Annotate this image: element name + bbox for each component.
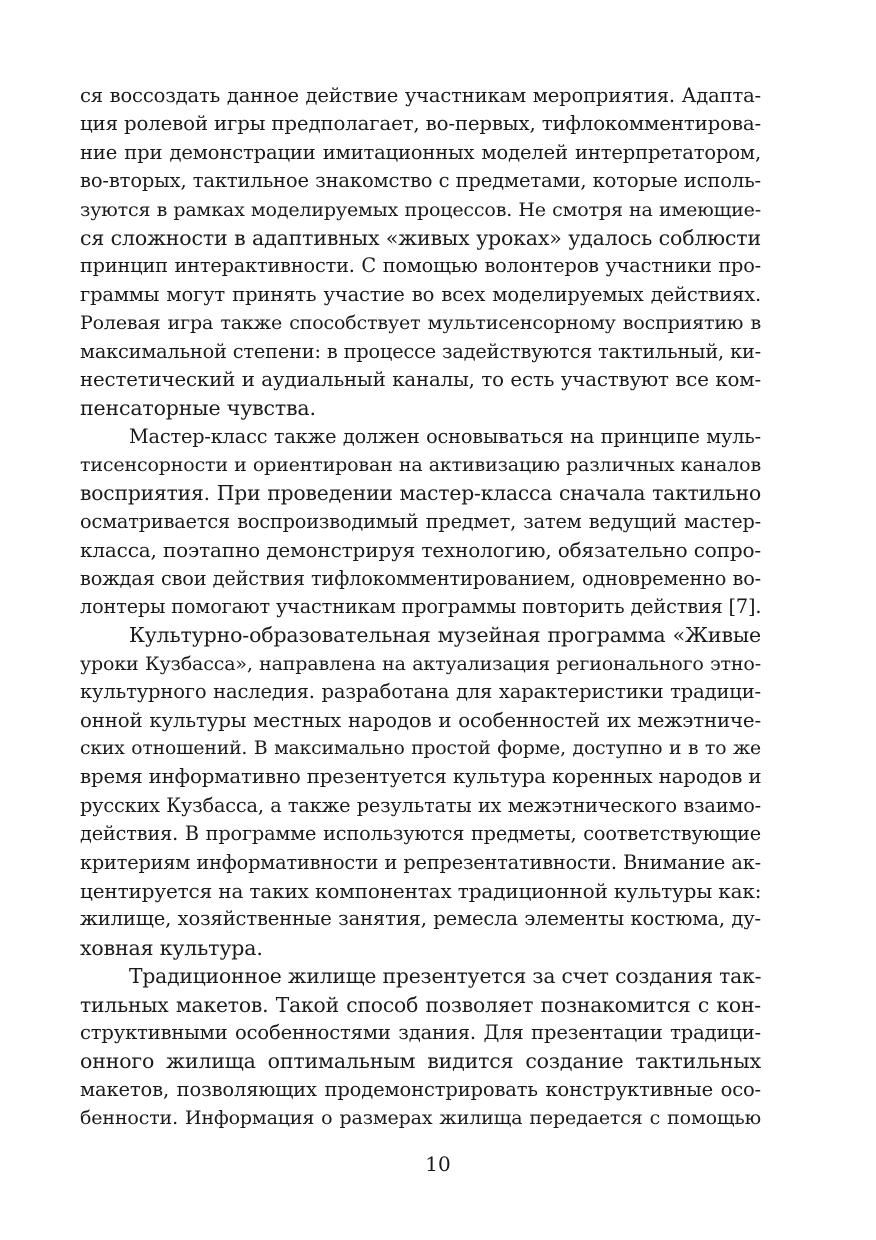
text-line: ция ролевой игры предполагает, во-первых, тифлокомментирова- bbox=[80, 112, 761, 136]
text-line: Культурно-образовательная музейная программа «Живые bbox=[129, 623, 761, 648]
paragraph-role-play bbox=[80, 82, 761, 423]
text-line: вождая свои действия тифлокомментированием, одновременно во- bbox=[80, 566, 761, 590]
text-line: онного жилища оптимальным видится создание тактильных bbox=[80, 1049, 761, 1074]
text-line: Мастер-класс также должен основываться на принципе муль- bbox=[129, 424, 761, 448]
text-line: ховная культура. bbox=[80, 935, 263, 960]
text-line: бенности. Информация о размерах жилища передается с помощью bbox=[80, 1107, 761, 1130]
text-line: тильных макетов. Такой способ позволяет познакомится с кон- bbox=[80, 992, 761, 1017]
text-line: жилище, хозяйственные занятия, ремесла элементы костюма, ду- bbox=[80, 907, 761, 931]
text-line: зуются в рамках моделируемых процессов. Не смотря на имеющие- bbox=[80, 198, 761, 221]
text-line: пенсаторные чувства. bbox=[80, 396, 316, 421]
text-line: класса, поэтапно демонстрируя технологию, обязательно сопро- bbox=[80, 538, 761, 563]
text-line: уроки Кузбасса», направлена на актуализация регионального этно- bbox=[80, 652, 761, 675]
text-line: восприятия. При проведении мастер-класса сначала тактильно bbox=[80, 481, 761, 506]
text-line: ся воссоздать данное действие участникам мероприятия. Адапта- bbox=[80, 84, 761, 107]
text-line: Традиционное жилище презентуется за счет создания так- bbox=[129, 964, 762, 989]
text-line: тисенсорности и ориентирован на активизацию различных каналов bbox=[80, 454, 761, 477]
text-line: нестетический и аудиальный каналы, то есть участвуют все ком- bbox=[80, 367, 761, 391]
text-line: лонтеры помогают участникам программы повторить действия [7]. bbox=[80, 595, 762, 619]
text-line: время информативно презентуется культура коренных народов и bbox=[80, 765, 762, 789]
text-line: онной культуры местных народов и особенностей их межэтниче- bbox=[80, 708, 761, 732]
text-line: Ролевая игра также способствует мультисенсорному восприятию в bbox=[80, 312, 761, 335]
text-line: действия. В программе используются предметы, соответствующие bbox=[80, 822, 761, 846]
page-number: 10 bbox=[425, 1152, 451, 1176]
text-line: во-вторых, тактильное знакомство с предметами, которые исполь- bbox=[80, 169, 761, 193]
text-line: максимальной степени: в процессе задействуются тактильный, ки- bbox=[80, 339, 761, 363]
text-line: ние при демонстрации имитационных моделей интерпретатором, bbox=[80, 140, 761, 164]
text-line: макетов, позволяющих продемонстрировать конструктивные осо- bbox=[80, 1077, 761, 1101]
text-line: осматривается воспроизводимый предмет, затем ведущий мастер- bbox=[80, 509, 761, 533]
text-line: русских Кузбасса, а также результаты их межэтнического взаимо- bbox=[80, 793, 761, 817]
paragraph-master-class bbox=[80, 423, 761, 622]
paragraph-dwelling bbox=[80, 962, 761, 1132]
paragraph-museum-program bbox=[80, 621, 761, 962]
text-line: культурного наследия. разработана для характеристики традици- bbox=[80, 680, 761, 704]
body-text bbox=[80, 82, 761, 1132]
text-line: структивными особенностями здания. Для презентации традици- bbox=[80, 1020, 761, 1044]
text-line: ских отношений. В максимально простой форме, доступно и в то же bbox=[80, 737, 761, 759]
text-line: ся сложности в адаптивных «живых уроках» удалось соблюсти bbox=[80, 225, 761, 250]
text-line: принцип интерактивности. С помощью волонтеров участники про- bbox=[80, 254, 761, 278]
text-line: центируется на таких компонентах традиционной культуры как: bbox=[80, 878, 762, 903]
text-line: критериям информативности и репрезентативности. Внимание ак- bbox=[80, 850, 761, 874]
text-line: граммы могут принять участие во всех моделируемых действиях. bbox=[80, 282, 761, 306]
